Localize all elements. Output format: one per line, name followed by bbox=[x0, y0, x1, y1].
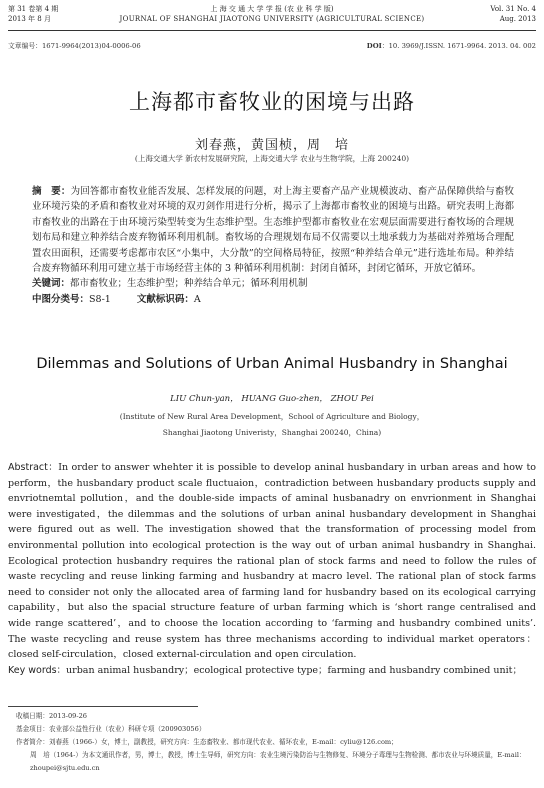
footnote-rule bbox=[8, 706, 198, 707]
authors-chinese: 刘春燕，黄国桢，周 培 bbox=[194, 138, 349, 153]
keywords-cn-text: 都市畜牧业；生态维护型；种养结合单元；循环利用机制 bbox=[70, 278, 308, 290]
keywords-en-label: Key words： bbox=[8, 664, 67, 676]
publication-date-en: Aug. 2013 bbox=[499, 15, 536, 23]
header-right bbox=[490, 4, 536, 24]
author-bio-2: 周 培（1964-）为本文通讯作者，男，博士，教授，博士生导师，研究方向：农业生境污染防治与生物修复、环境分子毒理与生物检测、都市农业与环境质量，E-mail：zhoupei@sjtu.edu.cn bbox=[30, 751, 526, 772]
doi bbox=[367, 40, 536, 50]
fund-project: 基金项目：农业部公益性行业（农业）科研专项（200903056） bbox=[16, 725, 206, 733]
affiliation-en-line2: Shanghai Jiaotong Univeristy，Shanghai 200240，China) bbox=[162, 428, 382, 437]
keywords-cn-label: 关键词： bbox=[32, 278, 71, 290]
abstract-en-text: In order to answer whehter it is possible to develop aninal husbandary in urban areas and how to perform，the husbandary product scale fluctuaion，contradiction between husbandary products supply and envriotnemtal pollution，and the double-side impacts of aminal husbanadry on envrionment in Shanghai were investigated，the dilemmas and the solutions of urban aninal husbandary development in Shanghai were figured out as well. The investigation showed that the transformation of processing model from environmental pollution into ecological protection is the way out of urban animal husbandry in Shanghai. Ecological protection husbandry requires the rational plan of stock farms and need to follow the rules of waste recycling and reuse linking farming and husbandry at macro level. The rational plan of stock farms need to consider not only the allocated area of farming land for husbandry based on its ecological carrying capability，but also the spacial structure feature of urban farming which is ‘short range centralised and wide range scattered’，and to choose the location according to ‘farming and husbandry combined units’. The waste recycling and reuse system has three mechanisms according to individual market operators：closed self-circulation，closed external-circulation and open circulation. bbox=[8, 462, 536, 661]
keywords-cn bbox=[32, 276, 514, 291]
abstract-cn-text: 为回答都市畜牧业能否发展、怎样发展的问题，对上海主要畜产品产业规模波动、畜产品保障供给与畜牧业环境污染的矛盾和畜牧业对环境的双刃剑作用进行分析，揭示了上海都市畜牧业的困境与出路。研究表明上海都市畜牧业的出路在于由环境污染型转变为生态维护型。生态维护型都市畜牧业在宏观层面需要进行畜牧场的合理规划布局和建立种养结合废弃物循环利用机制。畜牧场的合理规划布局不仅需要以土地承载力为基础对养殖场合理配置农田面积，还需要考虑都市农区“小集中，大分散”的空间格局特征，按照“种养结合单元”进行选址布局。种养结合废弃物循环利用可建立基于市场经营主体的 3 种循环利用机制：封闭自循环，封闭它循环，开放它循环。 bbox=[32, 186, 514, 275]
doc-code-value: A bbox=[193, 293, 201, 305]
publication-date: 2013 年 8 月 bbox=[8, 15, 51, 23]
keywords-en bbox=[8, 663, 536, 679]
title-english: Dilemmas and Solutions of Urban Animal Husbandry in Shanghai bbox=[36, 356, 508, 372]
clc-value: S8-1 bbox=[89, 293, 111, 305]
received-date: 收稿日期：2013-09-26 bbox=[16, 712, 87, 720]
article-number: 文章编号：1671-9964(2013)04-0006-06 bbox=[8, 42, 141, 50]
abstract-cn-body bbox=[32, 184, 514, 276]
abstract-en-body bbox=[8, 460, 536, 663]
abstract-cn-label: 摘 要： bbox=[32, 186, 71, 197]
affiliation-chinese: (上海交通大学 新农村发展研究院，上海交通大学 农业与生物学院，上海 200240) bbox=[134, 154, 410, 163]
doi-label: DOI bbox=[366, 42, 382, 50]
abstract-en-label: Abstract： bbox=[8, 462, 59, 473]
doc-code-label: 文献标识码： bbox=[136, 293, 194, 305]
keywords-en-text: urban animal husbandry；ecological protective type；farming and husbandry combined unit； bbox=[66, 664, 523, 676]
volume-issue: 第 31 卷第 4 期 bbox=[8, 5, 59, 13]
journal-name-en: JOURNAL OF SHANGHAI JIAOTONG UNIVERSITY (AGRICULTURAL SCIENCE) bbox=[119, 15, 425, 23]
volume-issue-en: Vol. 31 No. 4 bbox=[490, 5, 536, 13]
title-chinese: 上海都市畜牧业的困境与出路 bbox=[129, 90, 415, 114]
article-meta bbox=[8, 40, 536, 50]
classification-line bbox=[32, 292, 514, 307]
header-center bbox=[8, 4, 536, 24]
affiliation-en-line1: (Institute of New Rural Area Development，School of Agriculture and Biology， bbox=[119, 412, 425, 421]
running-header bbox=[8, 4, 536, 31]
abstract-english bbox=[8, 460, 536, 678]
affiliation-english bbox=[0, 409, 544, 441]
journal-name-cn: 上 海 交 通 大 学 学 报 (农 业 科 学 版) bbox=[210, 5, 334, 13]
doi-value: ：10. 3969/J.ISSN. 1671-9964. 2013. 04. 002 bbox=[381, 42, 536, 50]
footnotes bbox=[16, 710, 534, 775]
abstract-chinese bbox=[32, 184, 514, 307]
clc-label: 中图分类号： bbox=[32, 293, 90, 305]
authors-english: LIU Chun-yan， HUANG Guo-zhen， ZHOU Pei bbox=[170, 394, 374, 404]
author-bio-1: 作者简介：刘春燕（1966-）女，博士，副教授，研究方向：生态畜牧业、都市现代农业、循环农业，E-mail：cyliu@126.com； bbox=[16, 738, 398, 746]
